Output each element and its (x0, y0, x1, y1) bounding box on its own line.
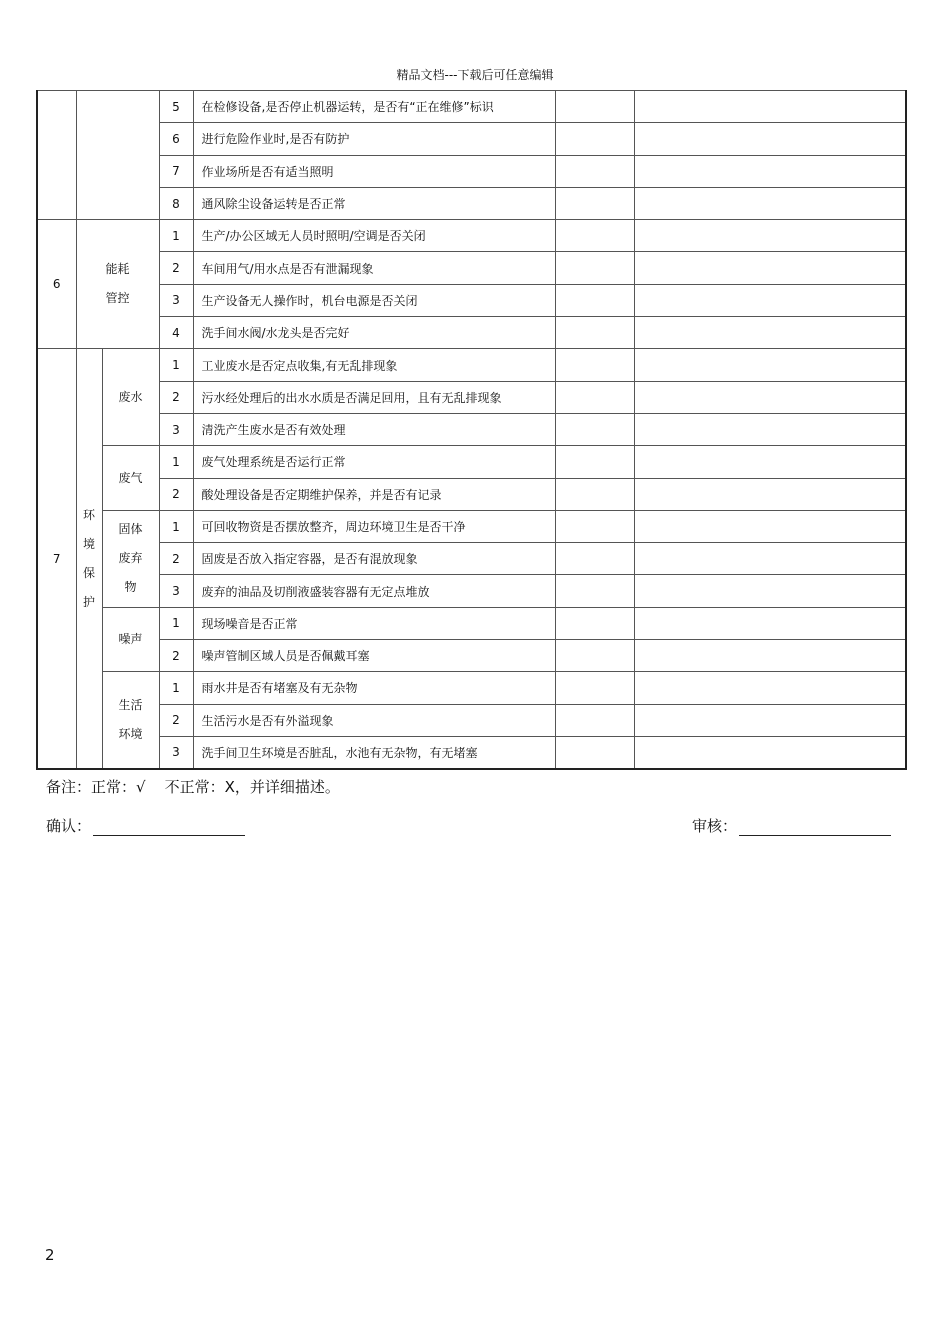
remark-cell[interactable] (634, 413, 906, 445)
table-row (37, 317, 906, 349)
page-number: 2 (45, 1246, 55, 1264)
remark-cell[interactable] (634, 736, 906, 768)
review-label: 审核： (692, 817, 738, 835)
item-number: 2 (159, 381, 193, 413)
subcategory-line: 环境 (118, 727, 143, 742)
section-category-vertical (76, 349, 102, 769)
result-cell[interactable] (555, 284, 634, 316)
result-cell[interactable] (555, 413, 634, 445)
result-cell[interactable] (555, 704, 634, 736)
category-line: 管控 (105, 291, 130, 306)
item-text: 可回收物资是否摆放整齐，周边环境卫生是否干净 (193, 510, 555, 542)
remark-cell[interactable] (634, 187, 906, 219)
result-cell[interactable] (555, 220, 634, 252)
section-no: 7 (37, 349, 76, 769)
subcategory-living-environment (102, 672, 159, 769)
item-number: 1 (159, 607, 193, 639)
table-row (37, 672, 906, 704)
item-number: 3 (159, 736, 193, 768)
remark-cell[interactable] (634, 510, 906, 542)
remark-cell[interactable] (634, 381, 906, 413)
subcategory-line: 固体 (118, 522, 143, 537)
result-cell[interactable] (555, 672, 634, 704)
remark-cell[interactable] (634, 252, 906, 284)
item-number: 2 (159, 640, 193, 672)
remark-cell[interactable] (634, 155, 906, 187)
result-cell[interactable] (555, 155, 634, 187)
category-char: 境 (82, 536, 95, 551)
item-number: 7 (159, 155, 193, 187)
remark-cell[interactable] (634, 575, 906, 607)
table-row (37, 413, 906, 445)
subcategory-wastewater (102, 349, 159, 446)
table-row (37, 575, 906, 607)
table-row (37, 543, 906, 575)
subcategory-noise (102, 607, 159, 672)
category-char: 护 (82, 594, 95, 609)
section-category-cell (76, 91, 159, 220)
remark-cell[interactable] (634, 349, 906, 381)
remark-cell[interactable] (634, 672, 906, 704)
item-text: 在检修设备,是否停止机器运转，是否有“正在维修”标识 (193, 91, 555, 123)
item-text: 清洗产生废水是否有效处理 (193, 413, 555, 445)
item-text: 洗手间水阀/水龙头是否完好 (193, 317, 555, 349)
inspection-table (36, 90, 907, 770)
table-row (37, 155, 906, 187)
remark-cell[interactable] (634, 640, 906, 672)
item-text: 通风除尘设备运转是否正常 (193, 187, 555, 219)
item-text: 工业废水是否定点收集,有无乱排现象 (193, 349, 555, 381)
table-row (37, 252, 906, 284)
item-text: 车间用气/用水点是否有泄漏现象 (193, 252, 555, 284)
item-number: 1 (159, 510, 193, 542)
table-row (37, 349, 906, 381)
remark-cell[interactable] (634, 704, 906, 736)
result-cell[interactable] (555, 381, 634, 413)
result-cell[interactable] (555, 510, 634, 542)
result-cell[interactable] (555, 123, 634, 155)
table-row (37, 704, 906, 736)
subcategory-line: 废弃 (118, 551, 143, 566)
table-row (37, 478, 906, 510)
item-number: 5 (159, 91, 193, 123)
item-text: 废弃的油品及切削液盛装容器有无定点堆放 (193, 575, 555, 607)
item-text: 噪声管制区域人员是否佩戴耳塞 (193, 640, 555, 672)
result-cell[interactable] (555, 91, 634, 123)
item-number: 6 (159, 123, 193, 155)
item-text: 作业场所是否有适当照明 (193, 155, 555, 187)
legend-note: 备注：正常：√ 不正常：X，并详细描述。 (46, 778, 340, 796)
item-text: 生产/办公区域无人员时照明/空调是否关闭 (193, 220, 555, 252)
review-signature-line[interactable] (739, 819, 891, 836)
table-row (37, 123, 906, 155)
item-number: 3 (159, 413, 193, 445)
remark-cell[interactable] (634, 123, 906, 155)
table-row (37, 640, 906, 672)
section-category (76, 220, 159, 349)
subcategory-line: 废水 (118, 389, 143, 404)
result-cell[interactable] (555, 575, 634, 607)
subcategory-exhaust-gas (102, 446, 159, 511)
table-row (37, 187, 906, 219)
page-header: 精品文档---下载后可任意编辑 (396, 68, 554, 82)
remark-cell[interactable] (634, 91, 906, 123)
table-row (37, 381, 906, 413)
section-no-cell (37, 91, 76, 220)
remark-cell[interactable] (634, 446, 906, 478)
result-cell[interactable] (555, 349, 634, 381)
table-row (37, 510, 906, 542)
table-row (37, 736, 906, 768)
item-text: 雨水井是否有堵塞及有无杂物 (193, 672, 555, 704)
remark-cell[interactable] (634, 478, 906, 510)
result-cell[interactable] (555, 640, 634, 672)
subcategory-solid-waste (102, 510, 159, 607)
category-char: 保 (82, 565, 95, 580)
result-cell[interactable] (555, 543, 634, 575)
result-cell[interactable] (555, 446, 634, 478)
table-row (37, 220, 906, 252)
subcategory-line: 噪声 (118, 632, 143, 647)
confirm-label: 确认： (46, 817, 92, 835)
item-number: 3 (159, 284, 193, 316)
remark-cell[interactable] (634, 607, 906, 639)
table-row (37, 284, 906, 316)
remark-cell[interactable] (634, 284, 906, 316)
confirm-signature-line[interactable] (93, 819, 245, 836)
item-text: 生产设备无人操作时，机台电源是否关闭 (193, 284, 555, 316)
item-text: 污水经处理后的出水水质是否满足回用，且有无乱排现象 (193, 381, 555, 413)
category-line: 能耗 (105, 262, 130, 277)
item-text: 固废是否放入指定容器，是否有混放现象 (193, 543, 555, 575)
table-row (37, 446, 906, 478)
item-number: 1 (159, 220, 193, 252)
result-cell[interactable] (555, 317, 634, 349)
subcategory-line: 物 (124, 580, 137, 595)
table-row (37, 607, 906, 639)
item-text: 进行危险作业时,是否有防护 (193, 123, 555, 155)
result-cell[interactable] (555, 607, 634, 639)
item-number: 2 (159, 478, 193, 510)
table-row (37, 91, 906, 123)
item-text: 洗手间卫生环境是否脏乱，水池有无杂物，有无堵塞 (193, 736, 555, 768)
remark-cell[interactable] (634, 220, 906, 252)
item-number: 2 (159, 543, 193, 575)
confirm-signature (46, 815, 245, 836)
subcategory-line: 生活 (118, 698, 143, 713)
review-signature (692, 815, 891, 836)
item-number: 3 (159, 575, 193, 607)
remark-cell[interactable] (634, 317, 906, 349)
item-text: 废气处理系统是否运行正常 (193, 446, 555, 478)
result-cell[interactable] (555, 252, 634, 284)
result-cell[interactable] (555, 187, 634, 219)
result-cell[interactable] (555, 736, 634, 768)
item-number: 4 (159, 317, 193, 349)
category-char: 环 (82, 507, 95, 522)
item-number: 2 (159, 704, 193, 736)
item-number: 2 (159, 252, 193, 284)
subcategory-line: 废气 (118, 470, 143, 485)
result-cell[interactable] (555, 478, 634, 510)
remark-cell[interactable] (634, 543, 906, 575)
item-number: 1 (159, 349, 193, 381)
section-no: 6 (37, 220, 76, 349)
item-number: 1 (159, 672, 193, 704)
item-text: 现场噪音是否正常 (193, 607, 555, 639)
item-text: 酸处理设备是否定期维护保养，并是否有记录 (193, 478, 555, 510)
item-number: 8 (159, 187, 193, 219)
item-text: 生活污水是否有外溢现象 (193, 704, 555, 736)
item-number: 1 (159, 446, 193, 478)
